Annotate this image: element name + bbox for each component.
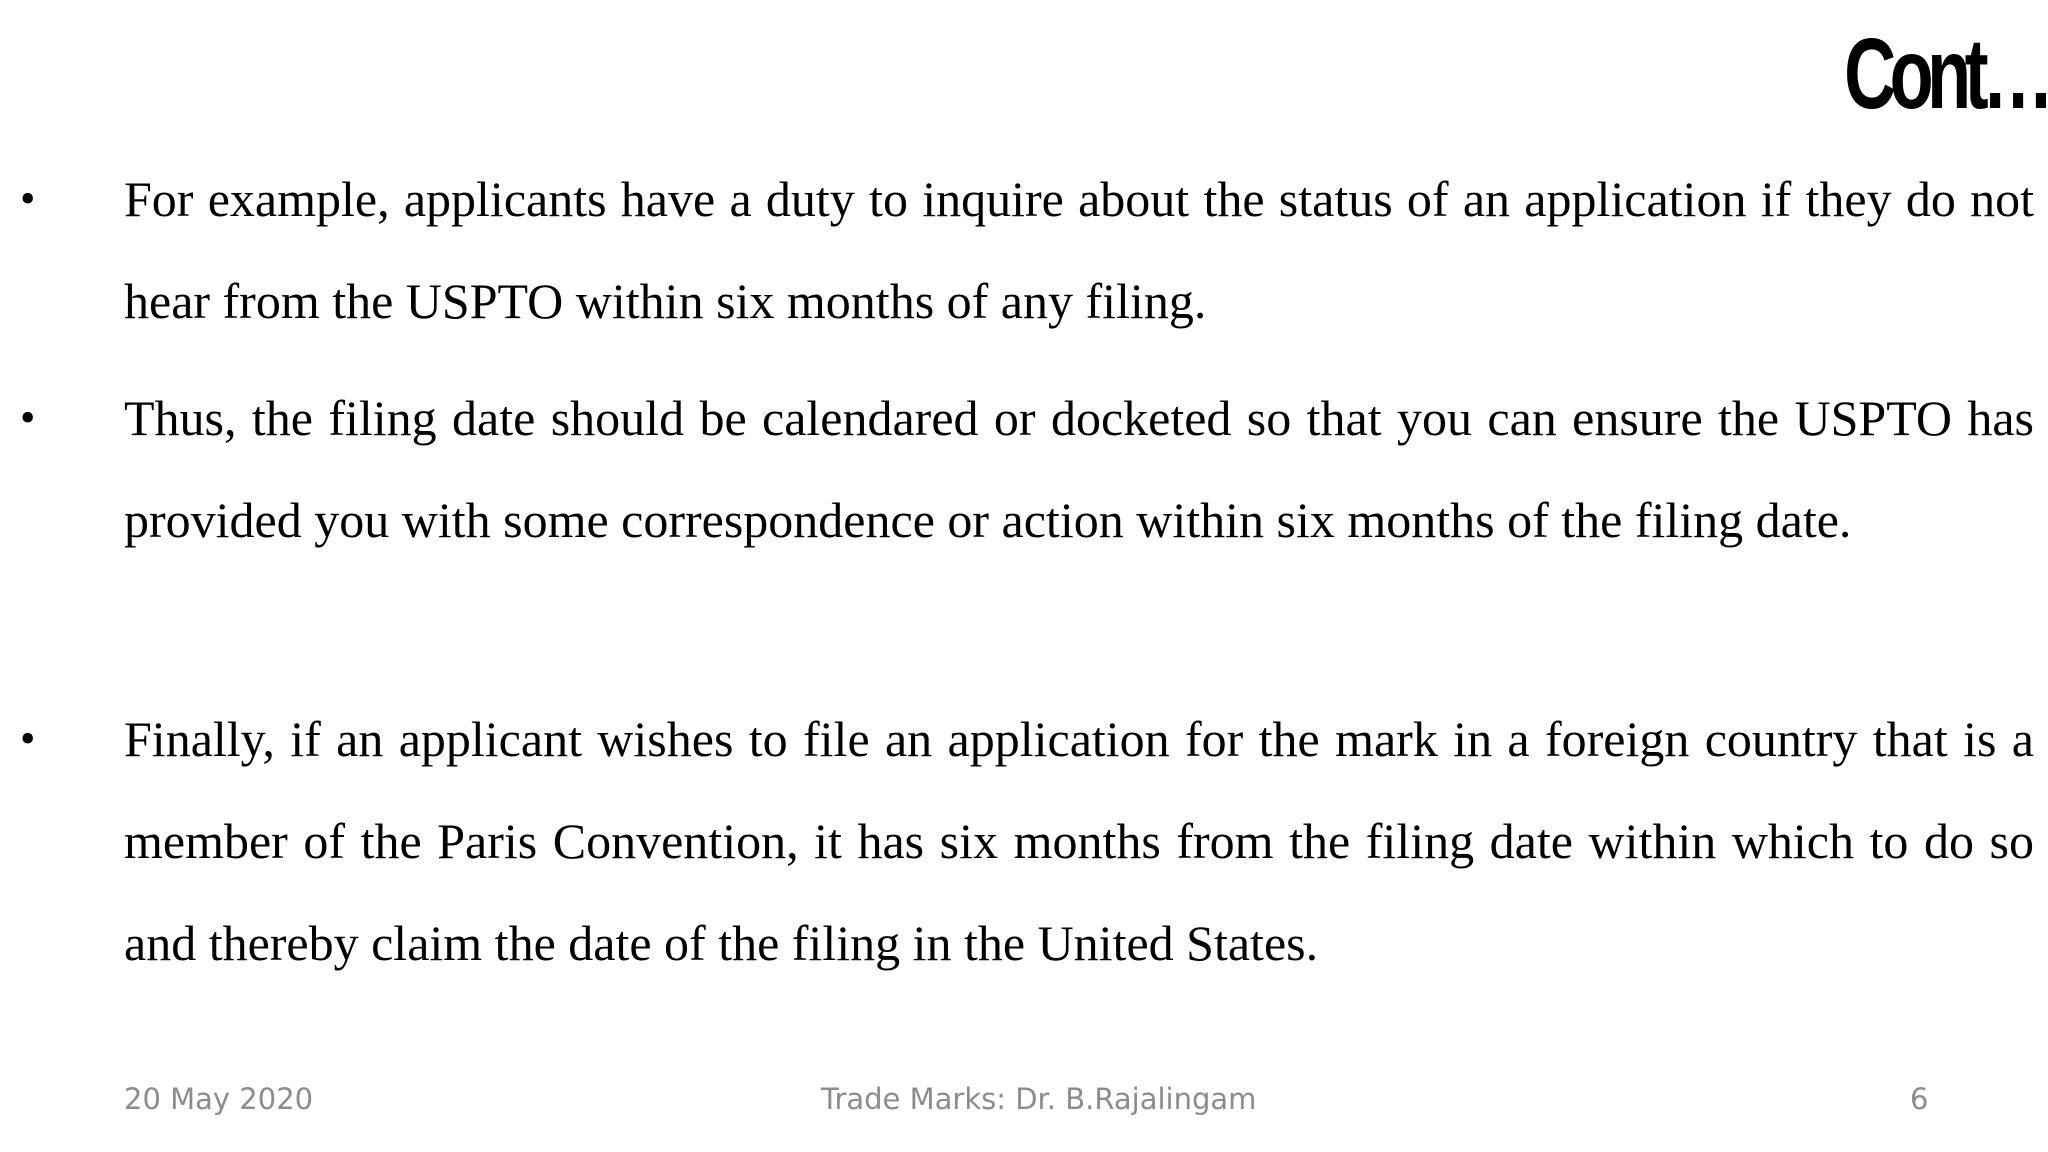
bullet-text: Thus, the filing date should be calendared or docketed so that you can ensure the USPTO has provided you with some correspondence or action within six months of the filing date. <box>124 390 2034 548</box>
footer-date: 20 May 2020 <box>124 1082 314 1116</box>
bullet-marker: • <box>20 714 36 763</box>
bullet-text: For example, applicants have a duty to inquire about the status of an application if they do not hear from the USPTO within six months of any filing. <box>124 171 2034 329</box>
slide-title: Cont… <box>1844 18 2048 130</box>
page-number: 6 <box>1910 1082 1929 1116</box>
bullet-marker: • <box>20 393 36 442</box>
footer-title: Trade Marks: Dr. B.Rajalingam <box>821 1082 1257 1116</box>
bullet-marker: • <box>20 174 36 223</box>
bullet-text: Finally, if an applicant wishes to file an application for the mark in a foreign country that is a member of the Paris Convention, it has six months from the filing date within which to do so and thereby claim the date of the filing in the United States. <box>124 711 2034 971</box>
